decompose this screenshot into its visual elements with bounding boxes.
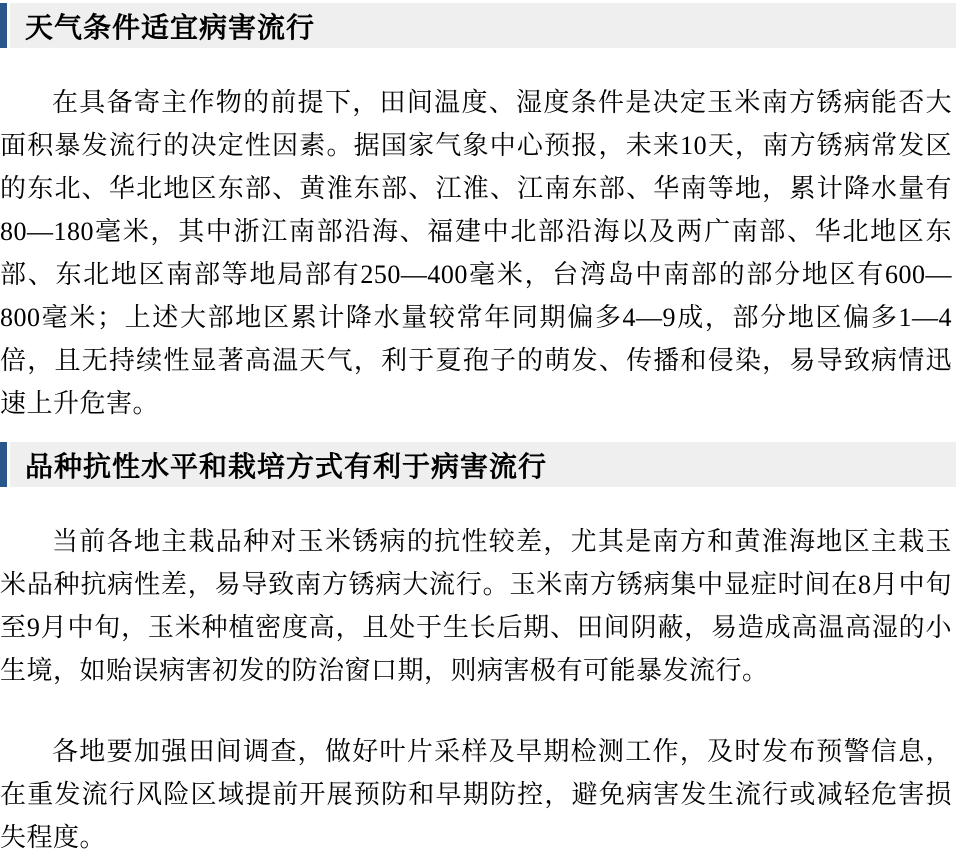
heading-background xyxy=(10,442,956,487)
section-heading-weather xyxy=(0,3,956,48)
section-heading-variety xyxy=(0,442,956,487)
paragraph-variety-detail: 当前各地主栽品种对玉米锈病的抗性较差，尤其是南方和黄淮海地区主栽玉米品种抗病性差，易导致南方锈病大流行。玉米南方锈病集中显症时间在8月中旬至9月中旬，玉米种植密度高，且处于生长后期、田间阴蔽，易造成高温高湿的小生境，如贻误病害初发的防治窗口期，则病害极有可能暴发流行。 xyxy=(0,527,952,685)
section-heading-variety-text: 品种抗性水平和栽培方式有利于病害流行 xyxy=(25,450,548,482)
heading-accent-bar xyxy=(0,442,7,487)
section-heading-weather-text: 天气条件适宜病害流行 xyxy=(25,11,316,43)
paragraph-weather-detail: 在具备寄主作物的前提下，田间温度、湿度条件是决定玉米南方锈病能否大面积暴发流行的决定性因素。据国家气象中心预报，未来10天，南方锈病常发区的东北、华北地区东部、黄淮东部、江淮、江南东部、华南等地，累计降水量有80—180毫米，其中浙江南部沿海、福建中北部沿海以及两广南部、华北地区东部、东北地区南部等地局部有250—400毫米，台湾岛中南部的部分地区有600—800毫米；上述大部地区累计降水量较常年同期偏多4—9成，部分地区偏多1—4倍，且无持续性显著高温天气，利于夏孢子的萌发、传播和侵染，易导致病情迅速上升危害。 xyxy=(0,88,952,418)
heading-accent-bar xyxy=(0,3,7,48)
paragraph-recommendation: 各地要加强田间调查，做好叶片采样及早期检测工作，及时发布预警信息，在重发流行风险区域提前开展预防和早期防控，避免病害发生流行或减轻危害损失程度。 xyxy=(0,737,952,852)
heading-background xyxy=(10,3,956,48)
